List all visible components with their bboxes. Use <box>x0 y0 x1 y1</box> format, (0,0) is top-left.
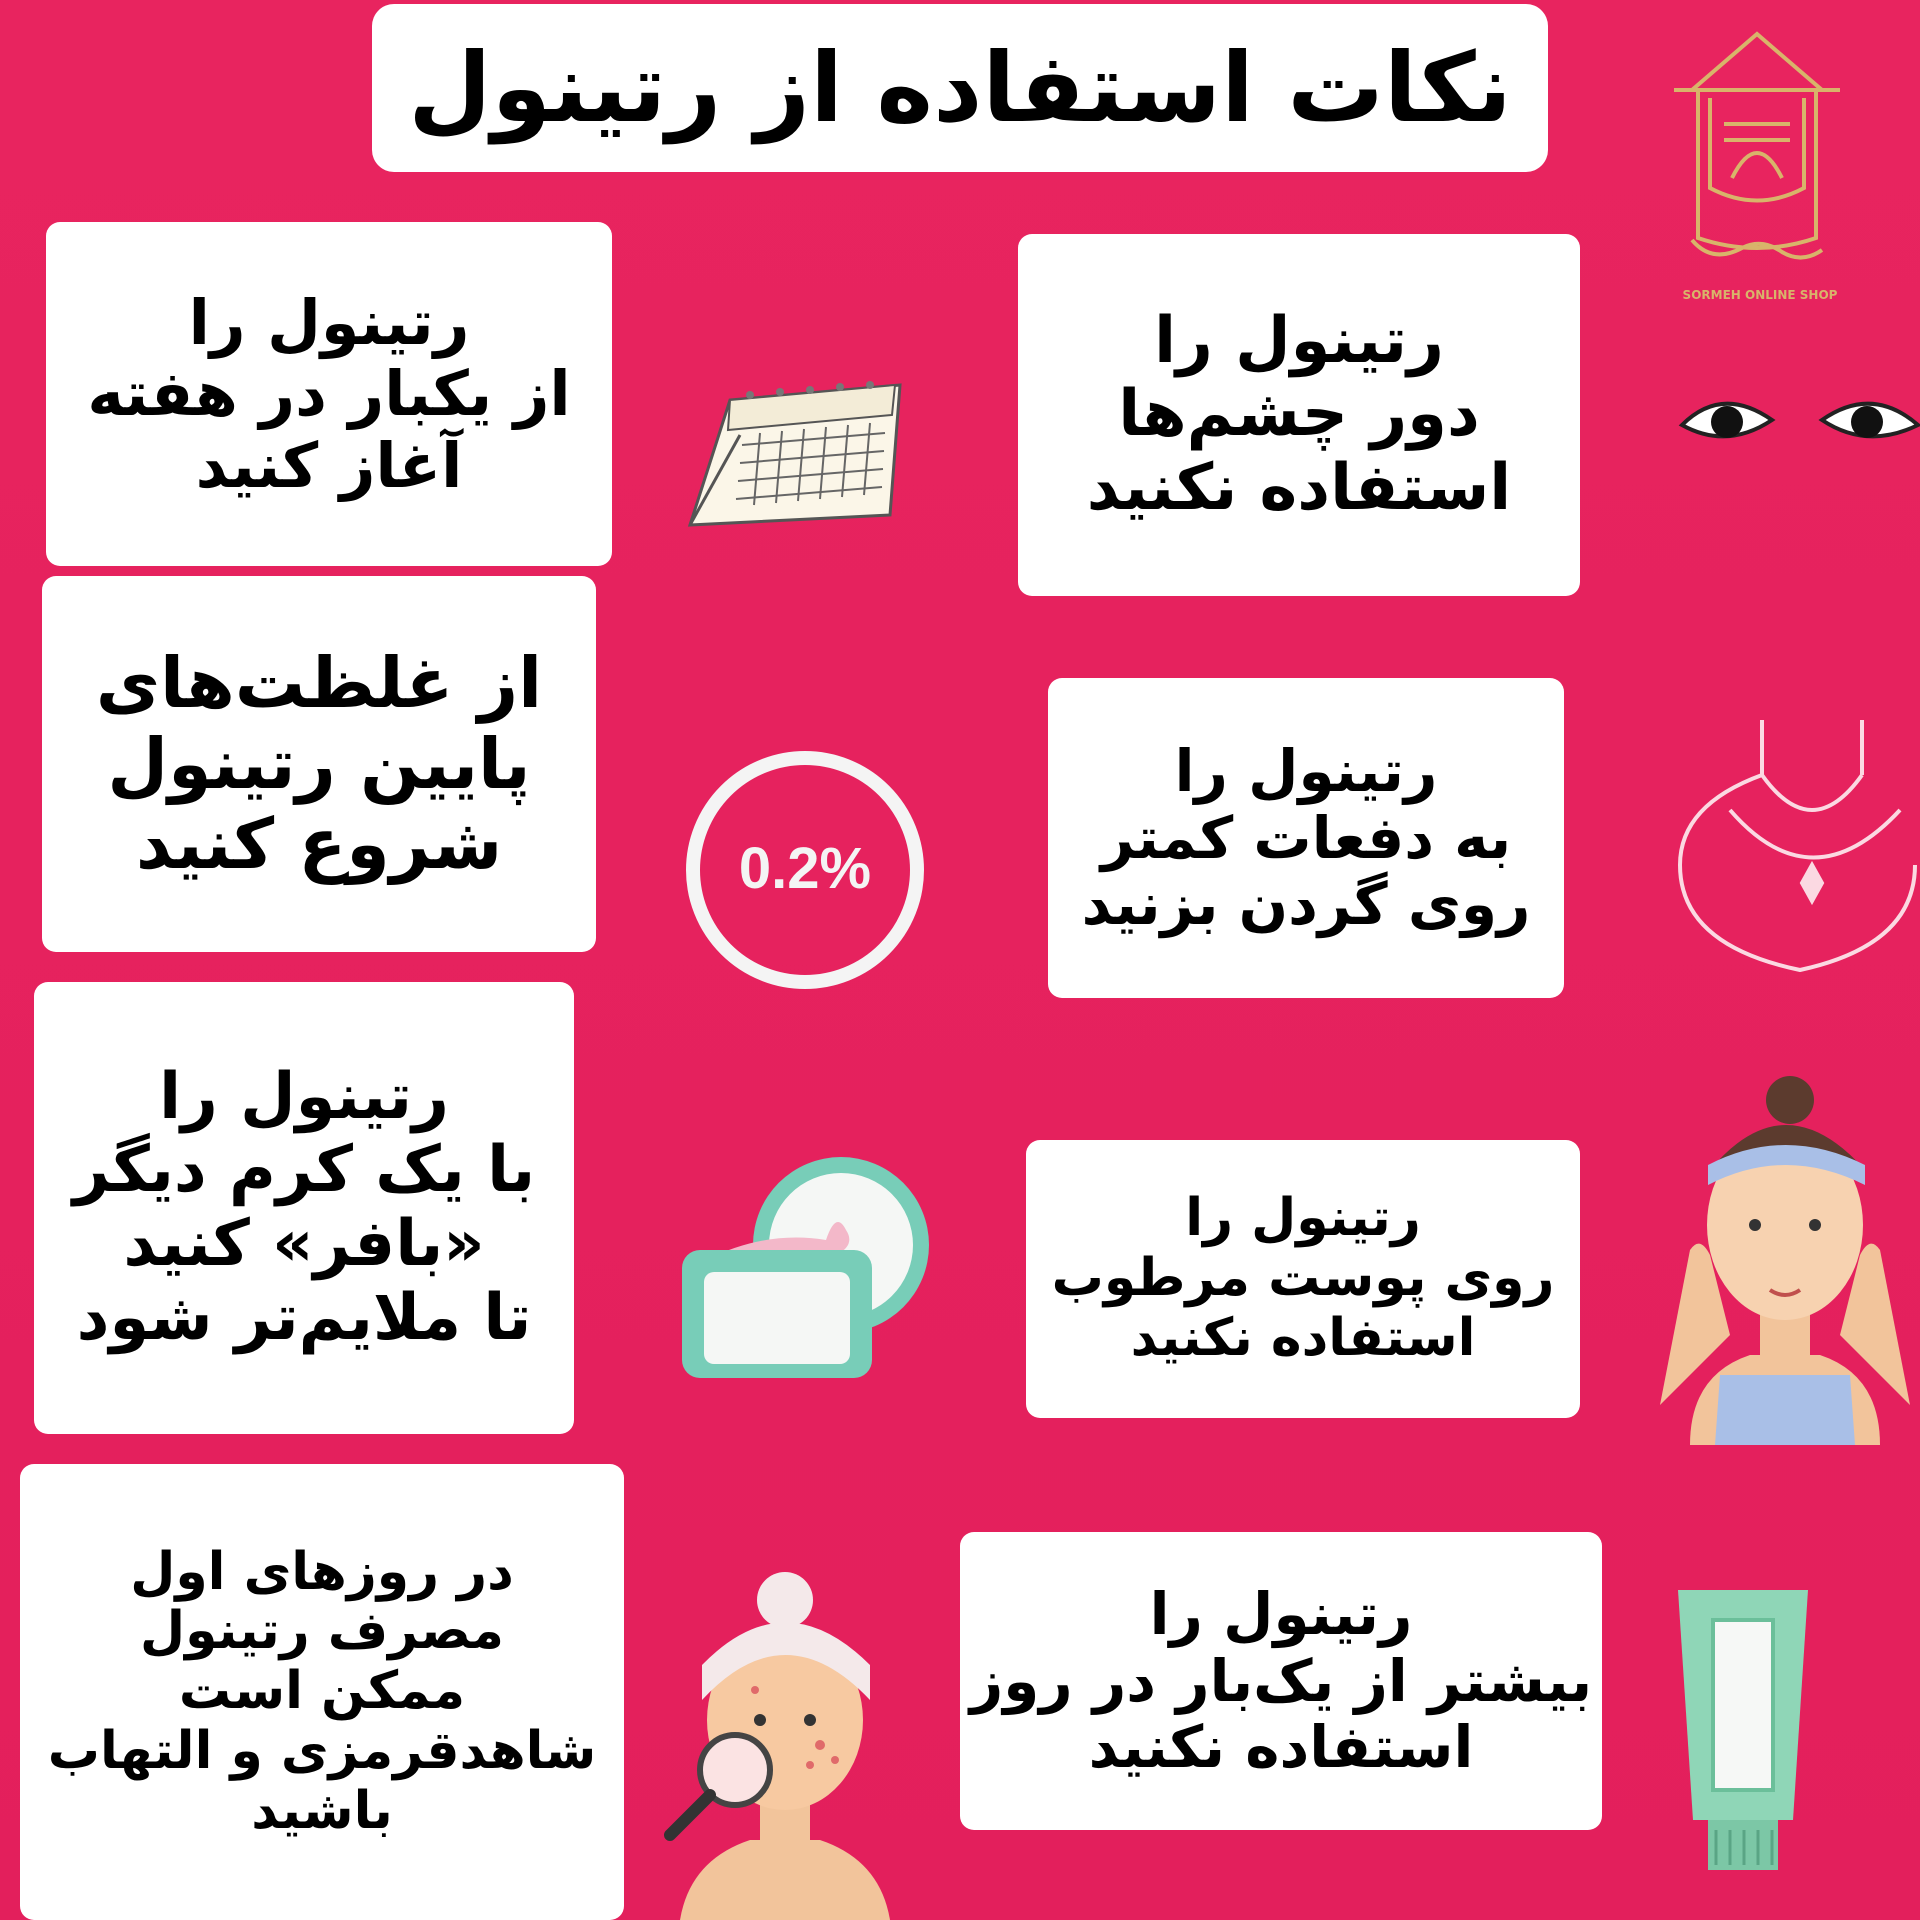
tip-line: مصرف رتینول <box>140 1601 504 1662</box>
tip-line: روی گردن بزنید <box>1081 870 1531 939</box>
tip-line: استفاده نکنید <box>1130 1307 1476 1368</box>
tip-line: آغاز کنید <box>195 428 463 502</box>
woman-magnifier-icon <box>660 1570 905 1920</box>
tip-card-once-daily <box>960 1532 1602 1830</box>
tip-line: «بافر» کنید <box>123 1207 485 1281</box>
tip-card-eyes <box>1018 234 1580 596</box>
percent-circle-icon <box>680 745 930 995</box>
tip-card-redness <box>20 1464 624 1920</box>
tip-line: از یکبار در هفته <box>87 357 571 431</box>
tip-line: رتینول را <box>1154 303 1444 378</box>
tip-card-damp-skin <box>1026 1140 1580 1418</box>
tip-card-neck <box>1048 678 1564 998</box>
woman-washing-face-icon <box>1620 1075 1920 1445</box>
tip-line: شاهدقرمزی و التهاب <box>47 1720 597 1781</box>
title-box <box>372 4 1548 172</box>
tip-line: رتینول را <box>159 1059 449 1134</box>
tip-line: تا ملایم‌تر شود <box>76 1280 532 1355</box>
tip-line: شروع کنید <box>135 803 503 886</box>
tip-line: پایین رتینول <box>107 722 531 805</box>
cream-jar-icon <box>676 1150 936 1382</box>
tip-line: دور چشم‌ها <box>1118 377 1480 452</box>
tip-line: در روزهای اول <box>130 1541 514 1602</box>
tip-line: استفاده نکنید <box>1086 450 1512 525</box>
tube-icon <box>1668 1580 1818 1880</box>
tip-line: رتینول را <box>1185 1188 1421 1249</box>
eyes-icon <box>1672 380 1920 460</box>
tip-card-calendar <box>46 222 612 566</box>
tip-line: با یک کرم دیگر <box>72 1133 536 1208</box>
tip-line: به دفعات کمتر <box>1100 803 1512 872</box>
calendar-icon <box>680 375 915 535</box>
tip-line: رتینول را <box>1149 1579 1413 1648</box>
tip-line: باشید <box>251 1780 393 1841</box>
percent-badge: 0.2% <box>738 836 872 901</box>
tip-card-buffer <box>34 982 574 1434</box>
page-title: نکات استفاده از رتینول <box>408 32 1512 144</box>
tip-line: روی پوست مرطوب <box>1051 1248 1555 1309</box>
necklace-icon <box>1670 715 1920 985</box>
tip-line: رتینول را <box>188 286 470 360</box>
tip-line: ممکن است <box>178 1661 466 1722</box>
brand-name: SORMEH ONLINE SHOP <box>1682 288 1838 302</box>
tip-line: از غلظت‌های <box>95 642 543 725</box>
tip-line: رتینول را <box>1174 736 1438 805</box>
tip-line: بیشتر از یک‌بار در روز <box>969 1646 1593 1715</box>
brand-logo-icon <box>1672 28 1842 268</box>
tip-line: استفاده نکنید <box>1088 1713 1474 1782</box>
tip-card-concentration <box>42 576 596 952</box>
